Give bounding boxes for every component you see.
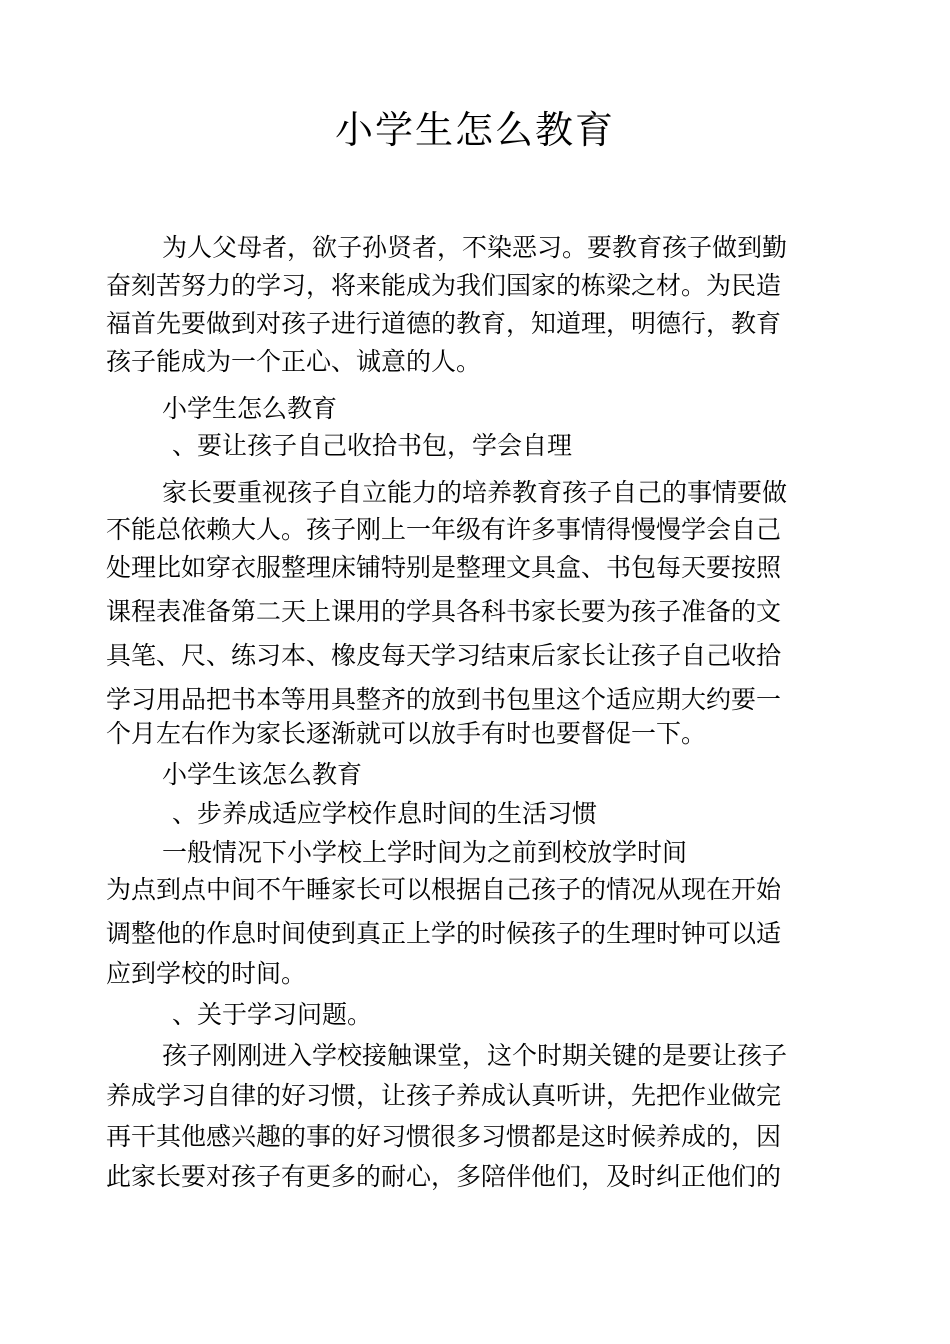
- paragraph-line: 为人父母者，欲子孙贤者，不染恶习。要教育孩子做到勤: [162, 233, 788, 262]
- paragraph-line: 奋刻苦努力的学习，将来能成为我们国家的栋梁之材。为民造: [106, 271, 782, 300]
- paragraph-line: 一般情况下小学校上学时间为之前到校放学时间: [162, 838, 688, 867]
- paragraph-line: 孩子刚刚进入学校接触课堂，这个时期关键的是要让孩子: [162, 1041, 788, 1070]
- paragraph-line: 养成学习自律的好习惯，让孩子养成认真听讲，先把作业做完: [106, 1081, 782, 1110]
- page-title: 小学生怎么教育: [334, 108, 615, 152]
- paragraph-line: 学习用品把书本等用具整齐的放到书包里这个适应期大约要一: [106, 685, 782, 714]
- paragraph-line: 再干其他感兴趣的事的好习惯很多习惯都是这时候养成的，因: [106, 1122, 782, 1151]
- paragraph-line: 课程表准备第二天上课用的学具各科书家长要为孩子准备的文: [106, 597, 782, 626]
- paragraph-line: 家长要重视孩子自立能力的培养教育孩子自己的事情要做: [162, 478, 788, 507]
- paragraph-line: 处理比如穿衣服整理床铺特别是整理文具盒、书包每天要按照: [106, 553, 782, 582]
- paragraph-line: 福首先要做到对孩子进行道德的教育，知道理，明德行，教育: [106, 309, 782, 338]
- section-heading: 小学生怎么教育: [162, 394, 338, 423]
- paragraph-line: 不能总依赖大人。孩子刚上一年级有许多事情得慢慢学会自己: [106, 515, 782, 544]
- paragraph-line: 应到学校的时间。: [106, 959, 307, 988]
- paragraph-line: 孩子能成为一个正心、诚意的人。: [106, 347, 482, 376]
- section-heading: 小学生该怎么教育: [162, 760, 363, 789]
- subsection-heading: 、关于学习问题。: [172, 1000, 373, 1029]
- paragraph-line: 调整他的作息时间使到真正上学的时候孩子的生理时钟可以适: [106, 919, 782, 948]
- paragraph-line: 个月左右作为家长逐渐就可以放手有时也要督促一下。: [106, 719, 707, 748]
- subsection-heading: 、步养成适应学校作息时间的生活习惯: [172, 799, 598, 828]
- paragraph-line: 为点到点中间不午睡家长可以根据自己孩子的情况从现在开始: [106, 875, 782, 904]
- subsection-heading: 、要让孩子自己收拾书包，学会自理: [172, 431, 573, 460]
- paragraph-line: 具笔、尺、练习本、橡皮每天学习结束后家长让孩子自己收拾: [106, 641, 782, 670]
- paragraph-line: 此家长要对孩子有更多的耐心，多陪伴他们，及时纠正他们的: [106, 1162, 782, 1191]
